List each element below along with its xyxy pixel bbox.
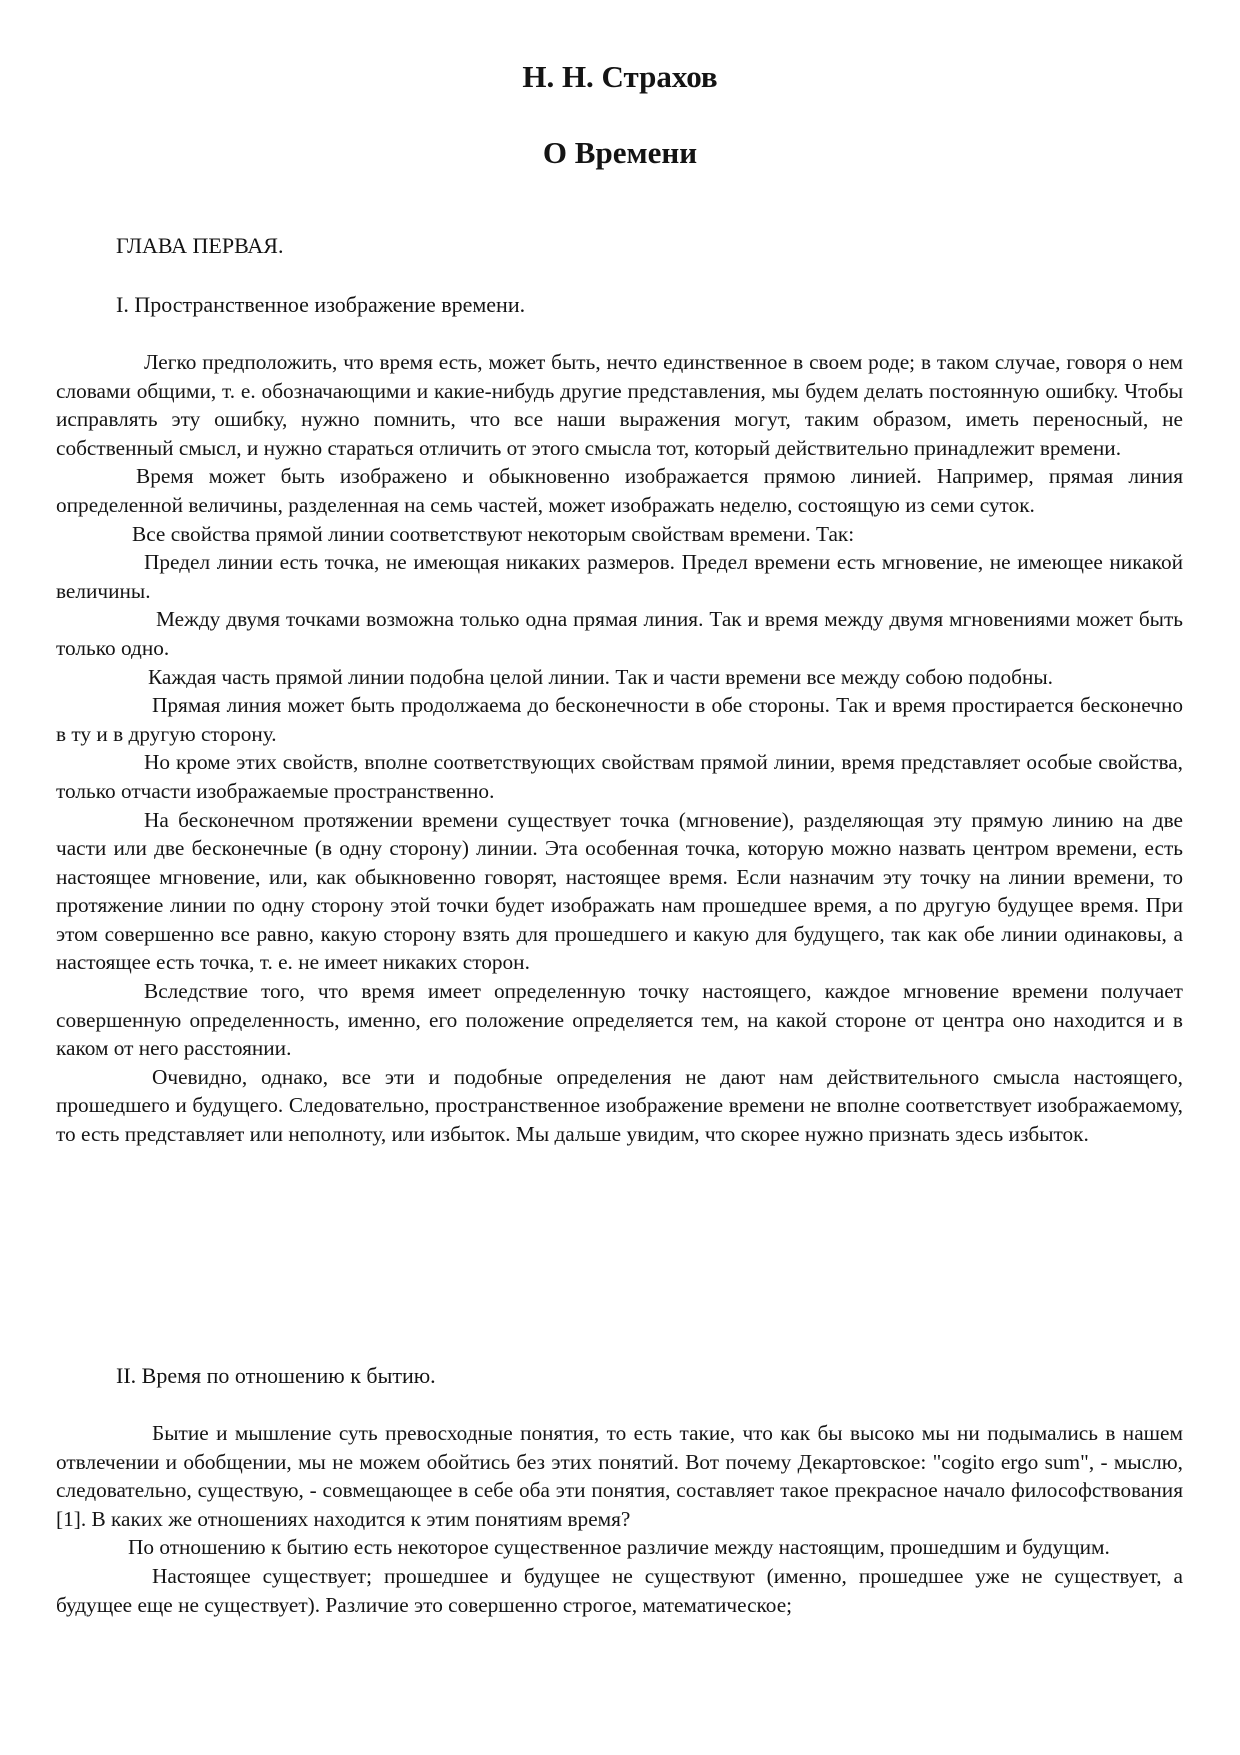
author-name: Н. Н. Страхов [522, 59, 718, 94]
document-title: О Времени [542, 135, 698, 170]
paragraph: Вследствие того, что время имеет определенную точку настоящего, каждое мгновение времени получает совершенную определенность, именно, его положение определяется тем, на какой стороне от центра оно находится и в каком от него расстоянии. [56, 979, 1183, 1061]
paragraph: Очевидно, однако, все эти и подобные определения не дают нам действительного смысла настоящего, прошедшего и будущего. Следовательно, пространственное изображение времени не вполне соответствует изображаемому, то есть представляет или неполноту, или избыток. Мы дальше увидим, что скорее нужно признать здесь избыток. [56, 1064, 1183, 1147]
paragraph: Настоящее существует; прошедшее и будущее не существуют (именно, прошедшее уже не существует, а будущее еще не существует). Различие это совершенно строгое, математическое; [56, 1563, 1183, 1617]
paragraph: На бесконечном протяжении времени существует точка (мгновение), разделяющая эту прямую линию на две части или две бесконечные (в одну сторону) линии. Эта особенная точка, которую можно назвать центром времени, есть настоящее мгновение, или, как обыкновенно говорят, настоящее время. Если назначим эту точку на линии времени, то протяжение линии по одну сторону этой точки будет изображать нам прошедшее время, а по другую будущее время. При этом совершенно все равно, какую сторону взять для прошедшего и какую для будущего, так как обе линии одинаковы, а настоящее есть точка, т. е. не имеет никаких сторон. [56, 807, 1183, 975]
section-1-body [56, 348, 1183, 1149]
paragraph: Но кроме этих свойств, вполне соответствующих свойствам прямой линии, время представляет особые свойства, только отчасти изображаемые пространственно. [56, 750, 1183, 803]
paragraph: Между двумя точками возможна только одна прямая линия. Так и время между двумя мгновениями может быть только одно. [56, 607, 1183, 660]
paragraph: Время может быть изображено и обыкновенно изображается прямою линией. Например, прямая линия определенной величины, разделенная на семь частей, может изображать неделю, состоящую из семи суток. [56, 464, 1183, 517]
section-2-body [56, 1419, 1183, 1619]
paragraph: По отношению к бытию есть некоторое существенное различие между настоящим, прошедшим и будущим. [128, 1535, 1110, 1560]
paragraph: Каждая часть прямой линии подобна целой линии. Так и части времени все между собою подобны. [148, 664, 1053, 689]
paragraph: Легко предположить, что время есть, может быть, нечто единственное в своем роде; в таком случае, говоря о нем словами общими, т. е. обозначающими и какие-нибудь другие представления, мы будем делать постоянную ошибку. Чтобы исправлять эту ошибку, нужно помнить, что все наши выражения могут, таким образом, иметь переносный, не собственный смысл, и нужно стараться отличить от этого смысла тот, который действительно принадлежит времени. [56, 350, 1183, 460]
paragraph: Все свойства прямой линии соответствуют некоторым свойствам времени. Так: [132, 521, 855, 546]
chapter-heading: ГЛАВА ПЕРВАЯ. [116, 233, 284, 258]
paragraph: Предел линии есть точка, не имеющая никаких размеров. Предел времени есть мгновение, не имеющее никакой величины. [56, 550, 1183, 603]
paragraph: Прямая линия может быть продолжаема до бесконечности в обе стороны. Так и время простирается бесконечно в ту и в другую сторону. [56, 693, 1183, 746]
section-heading-1: I. Пространственное изображение времени. [116, 292, 526, 317]
section-heading-2: II. Время по отношению к бытию. [116, 1363, 436, 1388]
paragraph: Бытие и мышление суть превосходные понятия, то есть такие, что как бы высоко мы ни подымались в нашем отвлечении и обобщении, мы не можем обойтись без этих понятий. Вот почему Декартовское: "cogito ergo sum", - мыслю, следовательно, существую, - совмещающее в себе оба эти понятия, составляет такое прекрасное начало философствования [1]. В каких же отношениях находится к этим понятиям время? [56, 1421, 1183, 1531]
